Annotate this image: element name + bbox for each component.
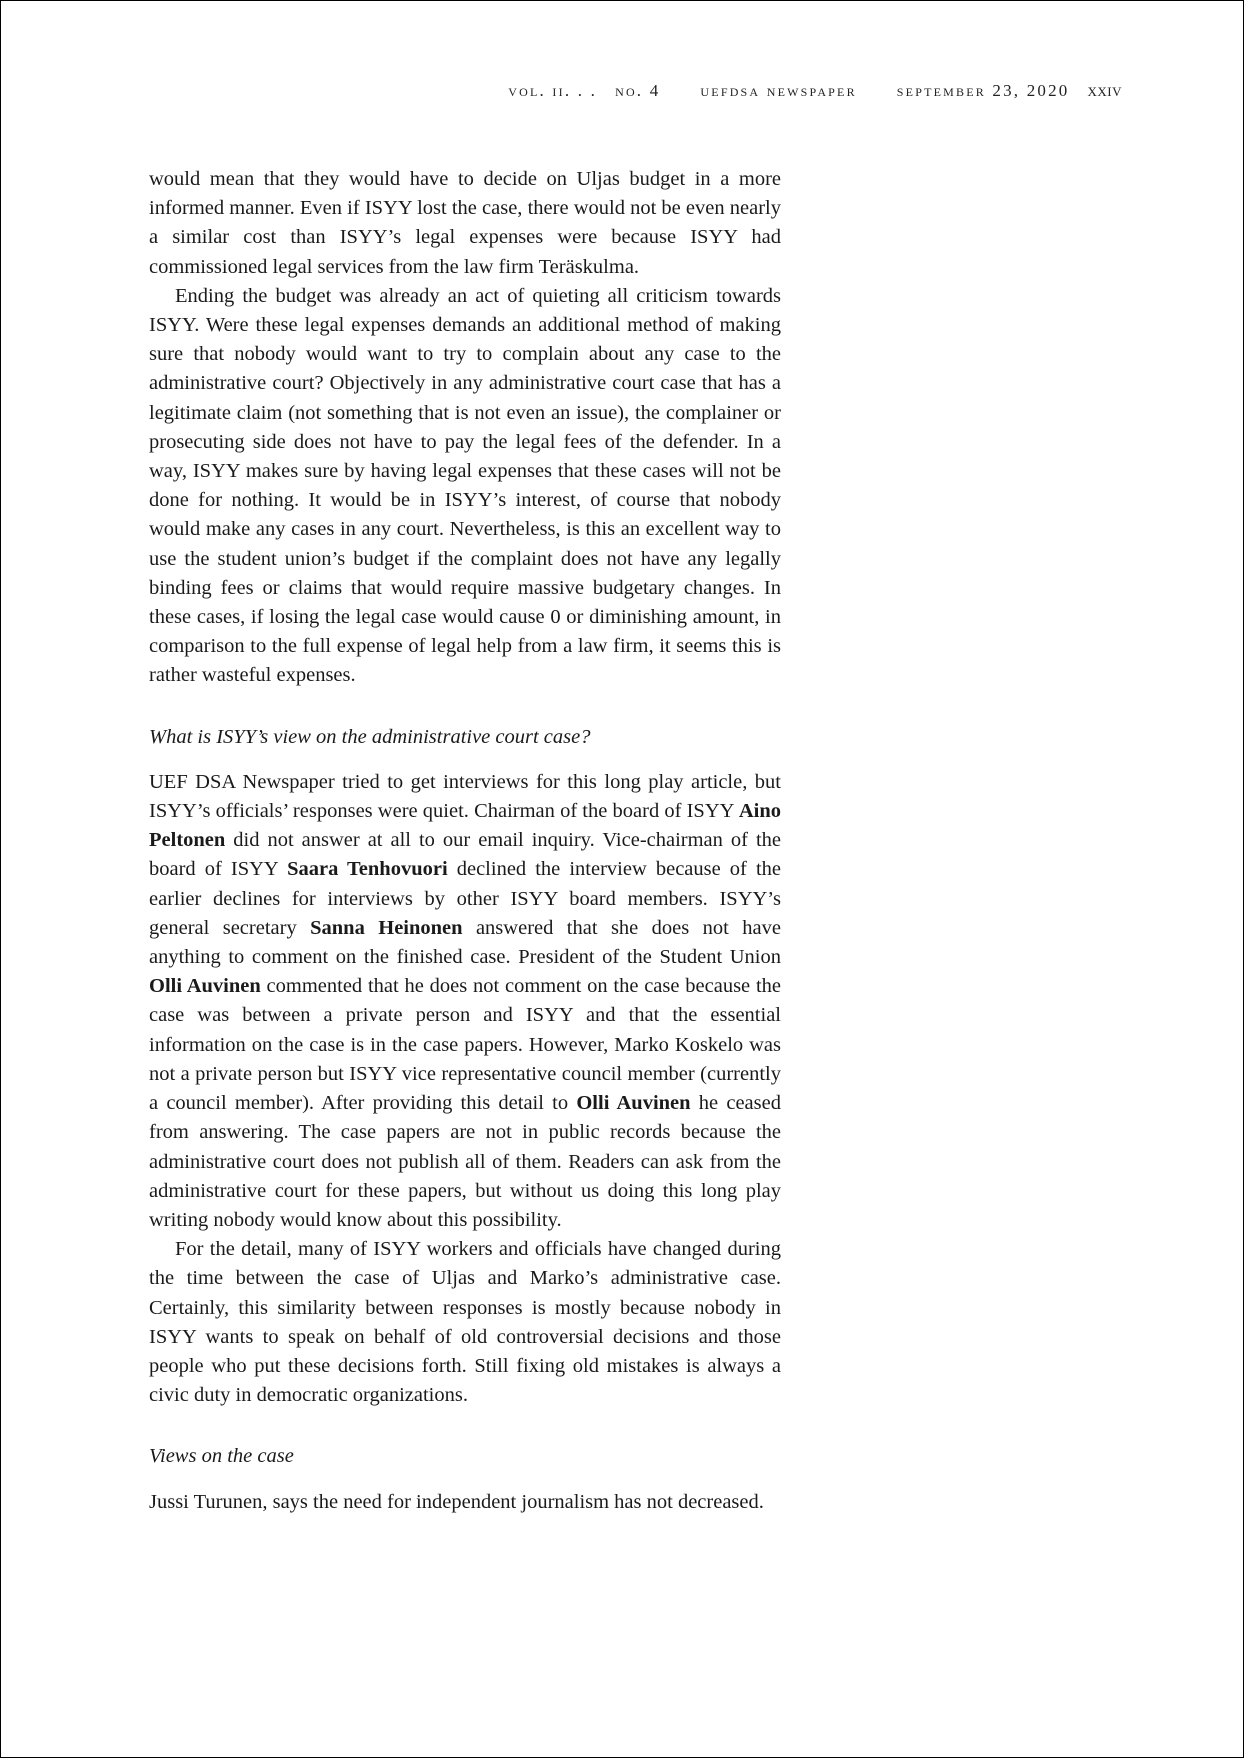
header-volume: vol. ii. . . bbox=[508, 81, 598, 100]
text-run: declined the interview because of the earlier declines for interviews by other ISYY board members. ISYY’s general secretary bbox=[149, 858, 781, 939]
running-header bbox=[508, 80, 1122, 102]
section-heading: What is ISYY’s view on the administrative court case? bbox=[149, 725, 591, 748]
person-name: Olli Auvinen bbox=[576, 1092, 691, 1115]
paragraph bbox=[149, 768, 781, 1235]
header-date: september 23, 2020 bbox=[896, 81, 1070, 100]
text-run: commented that he does not comment on the case because the case was between a private person and ISYY and that the essential information on the case is in the case papers. However, Marko Koskelo was not a private person but ISYY vice representative council member (currently a council member). After providing this detail to bbox=[149, 975, 781, 1115]
header-publication: uefdsa newspaper bbox=[700, 81, 857, 100]
text-run: answered that she does not have anything to comment on the finished case. President of the Student Union bbox=[149, 916, 781, 969]
text-run: UEF DSA Newspaper tried to get interviews for this long play article, but ISYY’s officials’ responses were quiet. Chairman of the board of ISYY bbox=[149, 770, 781, 823]
paragraph: Ending the budget was already an act of quieting all criticism towards ISYY. Were these legal expenses demands an additional method of making sure that nobody would want to try to complain about any case to the administrative court? Objectively in any administrative court case that has a legitimate claim (not something that is not even an issue), the complainer or prosecuting side does not have to pay the legal fees of the defender. In a way, ISYY makes sure by having legal expenses that these cases will not be done for nothing. It would be in ISYY’s interest, of course that nobody would make any cases in any court. Nevertheless, is this an excellent way to use the student union’s budget if the complaint does not have any legally binding fees or claims that would require massive budgetary changes. In these cases, if losing the legal case would cause 0 or diminishing amount, in comparison to the full expense of legal help from a law firm, it seems this is rather wasteful expenses. bbox=[149, 284, 781, 687]
paragraph: would mean that they would have to decide on Uljas budget in a more informed manner. Even if ISYY lost the case, there would not be even nearly a similar cost than ISYY’s legal expenses were because ISYY had commissioned legal services from the law firm Teräskulma. bbox=[149, 168, 781, 278]
article-body bbox=[149, 165, 781, 1517]
paragraph: For the detail, many of ISYY workers and officials have changed during the time between the case of Uljas and Marko’s administrative case. Certainly, this similarity between responses is mostly because nobody in ISYY wants to speak on behalf of old controversial decisions and those people who put these decisions forth. Still fixing old mistakes is always a civic duty in democratic organizations. bbox=[149, 1238, 781, 1407]
text-run: did not answer at all to our email inquiry. Vice-chairman of the board of ISYY bbox=[149, 829, 781, 881]
person-name: Aino Peltonen bbox=[149, 800, 781, 852]
header-number: no. 4 bbox=[615, 81, 661, 100]
text-run: he ceased from answering. The case papers are not in public records because the administrative court does not publish all of them. Readers can ask from the administrative court for these papers, but without us doing this long play writing nobody would know about this possibility. bbox=[149, 1092, 781, 1231]
paragraph: Jussi Turunen, says the need for independent journalism has not decreased. bbox=[149, 1490, 764, 1513]
section-heading: Views on the case bbox=[149, 1445, 294, 1468]
page-number: xxiv bbox=[1087, 80, 1122, 101]
person-name: Saara Tenhovuori bbox=[287, 858, 448, 881]
person-name: Sanna Heinonen bbox=[310, 916, 463, 939]
person-name: Olli Auvinen bbox=[149, 975, 261, 998]
